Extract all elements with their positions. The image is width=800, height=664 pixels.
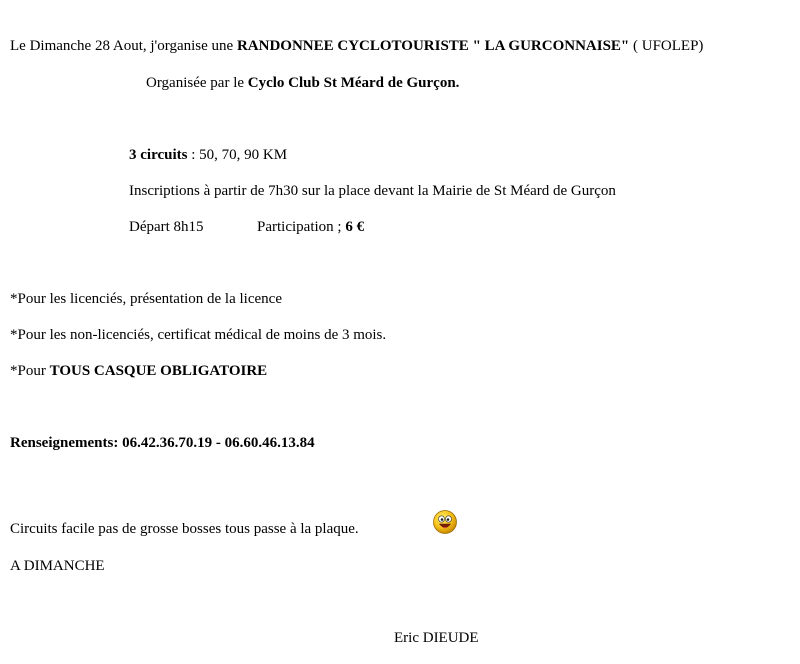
- note-non-licencies: *Pour les non-licenciés, certificat médical de moins de 3 mois.: [10, 327, 387, 343]
- organizer-line: [146, 74, 459, 92]
- organizer-prefix: Organisée par le: [146, 75, 248, 91]
- intro-prefix: Le Dimanche 28 Aout, j'organise une: [10, 38, 237, 54]
- inscriptions-line: Inscriptions à partir de 7h30 sur la place devant la Mairie de St Méard de Gurçon: [129, 183, 616, 199]
- participation-price: 6 €: [345, 219, 365, 235]
- intro-line: [10, 37, 703, 55]
- casque-obligatoire: TOUS CASQUE OBLIGATOIRE: [49, 363, 268, 379]
- club-name: Cyclo Club St Méard de Gurçon.: [247, 75, 460, 91]
- farewell: A DIMANCHE: [10, 558, 105, 574]
- event-name: RANDONNEE CYCLOTOURISTE " LA GURCONNAISE": [236, 38, 630, 54]
- signature: Eric DIEUDE: [394, 630, 479, 646]
- laughing-smiley-icon: [432, 509, 458, 535]
- note-casque: [10, 362, 267, 380]
- contact-phones: Renseignements: 06.42.36.70.19 - 06.60.46.13.84: [10, 435, 315, 451]
- closing-comment: Circuits facile pas de grosse bosses tous passe à la plaque.: [10, 521, 359, 537]
- participation: [257, 218, 364, 236]
- circuits-line: [129, 146, 287, 164]
- note-licencies: *Pour les licenciés, présentation de la licence: [10, 291, 282, 307]
- circuits-label: 3 circuits: [129, 147, 188, 163]
- intro-suffix: ( UFOLEP): [629, 38, 704, 54]
- depart-line: [129, 218, 365, 236]
- contact-line: [10, 434, 315, 452]
- circuits-value: : 50, 70, 90 KM: [187, 147, 288, 163]
- casque-prefix: *Pour: [10, 363, 50, 379]
- participation-label: Participation ;: [257, 219, 346, 235]
- depart-time: Départ 8h15: [129, 219, 204, 235]
